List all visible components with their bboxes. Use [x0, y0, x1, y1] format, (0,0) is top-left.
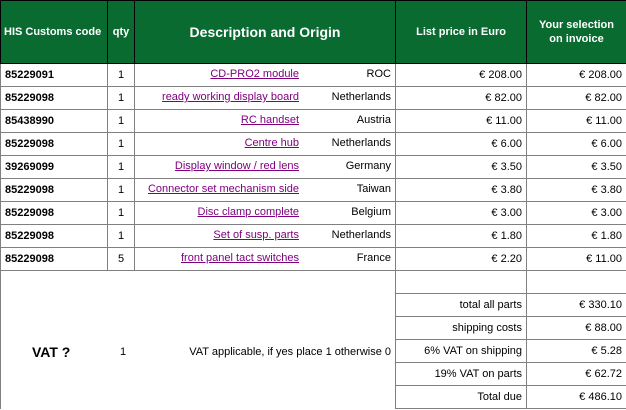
- header-selection: Your selection on invoice: [527, 1, 626, 64]
- description-cell: [135, 202, 396, 225]
- description-cell: [135, 87, 396, 110]
- list-price-cell: € 3.80: [396, 179, 527, 202]
- customs-code-cell: 85229098: [1, 202, 108, 225]
- item-link[interactable]: ready working display board: [162, 91, 299, 103]
- origin-label: Germany: [345, 160, 391, 172]
- item-link[interactable]: Centre hub: [244, 137, 299, 149]
- origin-label: Belgium: [351, 206, 391, 218]
- qty-cell[interactable]: 1: [108, 202, 135, 225]
- customs-code-cell: 85229098: [1, 87, 108, 110]
- description-cell: [135, 110, 396, 133]
- item-link[interactable]: CD-PRO2 module: [210, 68, 299, 80]
- item-link[interactable]: Connector set mechanism side: [147, 183, 299, 195]
- list-price-cell: € 2.20: [396, 248, 527, 271]
- origin-label: France: [356, 252, 391, 264]
- list-price-cell: € 1.80: [396, 225, 527, 248]
- total-due-value: € 486.10: [527, 386, 626, 409]
- customs-code-cell: 85229098: [1, 248, 108, 271]
- description-cell: [135, 156, 396, 179]
- item-link[interactable]: RC handset: [240, 114, 299, 126]
- item-row: [1, 133, 626, 156]
- qty-cell[interactable]: 1: [108, 110, 135, 133]
- item-row: [1, 225, 626, 248]
- header-row: [1, 1, 626, 64]
- description-cell: [135, 64, 396, 87]
- qty-cell[interactable]: 1: [108, 87, 135, 110]
- item-link[interactable]: Disc clamp complete: [197, 206, 299, 218]
- list-price-cell: € 3.50: [396, 156, 527, 179]
- qty-cell[interactable]: 1: [108, 179, 135, 202]
- selection-cell: € 3.00: [527, 202, 626, 225]
- customs-code-cell: 39269099: [1, 156, 108, 179]
- item-row: [1, 87, 626, 110]
- vat-section: [0, 272, 395, 386]
- item-row: [1, 64, 626, 87]
- description-cell: [135, 225, 396, 248]
- item-link[interactable]: front panel tact switches: [180, 252, 299, 264]
- total-parts-value: € 330.10: [527, 294, 626, 317]
- qty-cell[interactable]: 1: [108, 156, 135, 179]
- empty-cell: [396, 271, 527, 294]
- customs-code-cell: 85229098: [1, 133, 108, 156]
- description-cell: [135, 179, 396, 202]
- item-link[interactable]: Display window / red lens: [174, 160, 299, 172]
- qty-cell[interactable]: 5: [108, 248, 135, 271]
- description-cell: [135, 133, 396, 156]
- description-cell: [135, 248, 396, 271]
- header-list-price: List price in Euro: [396, 1, 527, 64]
- item-row: [1, 202, 626, 225]
- qty-cell[interactable]: 1: [108, 64, 135, 87]
- list-price-cell: € 6.00: [396, 133, 527, 156]
- item-row: [1, 110, 626, 133]
- selection-cell: € 208.00: [527, 64, 626, 87]
- header-customs-code: HIS Customs code: [1, 1, 108, 64]
- origin-label: Netherlands: [331, 229, 391, 241]
- qty-cell[interactable]: 1: [108, 225, 135, 248]
- list-price-cell: € 208.00: [396, 64, 527, 87]
- shipping-label: shipping costs: [396, 317, 527, 340]
- header-description: Description and Origin: [135, 1, 396, 64]
- vat-parts-label: 19% VAT on parts: [396, 363, 527, 386]
- item-row: [1, 248, 626, 271]
- selection-cell: € 6.00: [527, 133, 626, 156]
- selection-cell: € 82.00: [527, 87, 626, 110]
- header-qty: qty: [108, 1, 135, 64]
- selection-cell: € 1.80: [527, 225, 626, 248]
- customs-code-cell: 85438990: [1, 110, 108, 133]
- item-link[interactable]: Set of susp. parts: [213, 229, 299, 241]
- origin-label: Austria: [356, 114, 391, 126]
- origin-label: Netherlands: [331, 91, 391, 103]
- shipping-value: € 88.00: [527, 317, 626, 340]
- selection-cell: € 3.50: [527, 156, 626, 179]
- empty-cell: [527, 271, 626, 294]
- origin-label: Netherlands: [331, 137, 391, 149]
- customs-code-cell: 85229098: [1, 225, 108, 248]
- selection-cell: € 11.00: [527, 110, 626, 133]
- vat-shipping-value: € 5.28: [527, 340, 626, 363]
- list-price-cell: € 3.00: [396, 202, 527, 225]
- vat-shipping-label: 6% VAT on shipping: [396, 340, 527, 363]
- qty-cell[interactable]: 1: [108, 133, 135, 156]
- customs-code-cell: 85229098: [1, 179, 108, 202]
- total-parts-label: total all parts: [396, 294, 527, 317]
- origin-label: Taiwan: [356, 183, 391, 195]
- vat-description: VAT applicable, if yes place 1 otherwise 0: [189, 346, 391, 358]
- vat-parts-value: € 62.72: [527, 363, 626, 386]
- selection-cell: € 11.00: [527, 248, 626, 271]
- vat-question: VAT ?: [32, 344, 71, 360]
- origin-label: ROC: [366, 68, 391, 80]
- list-price-cell: € 82.00: [396, 87, 527, 110]
- customs-code-cell: 85229091: [1, 64, 108, 87]
- list-price-cell: € 11.00: [396, 110, 527, 133]
- item-row: [1, 179, 626, 202]
- total-due-label: Total due: [396, 386, 527, 409]
- vat-value-field[interactable]: 1: [120, 346, 127, 358]
- selection-cell: € 3.80: [527, 179, 626, 202]
- item-row: [1, 156, 626, 179]
